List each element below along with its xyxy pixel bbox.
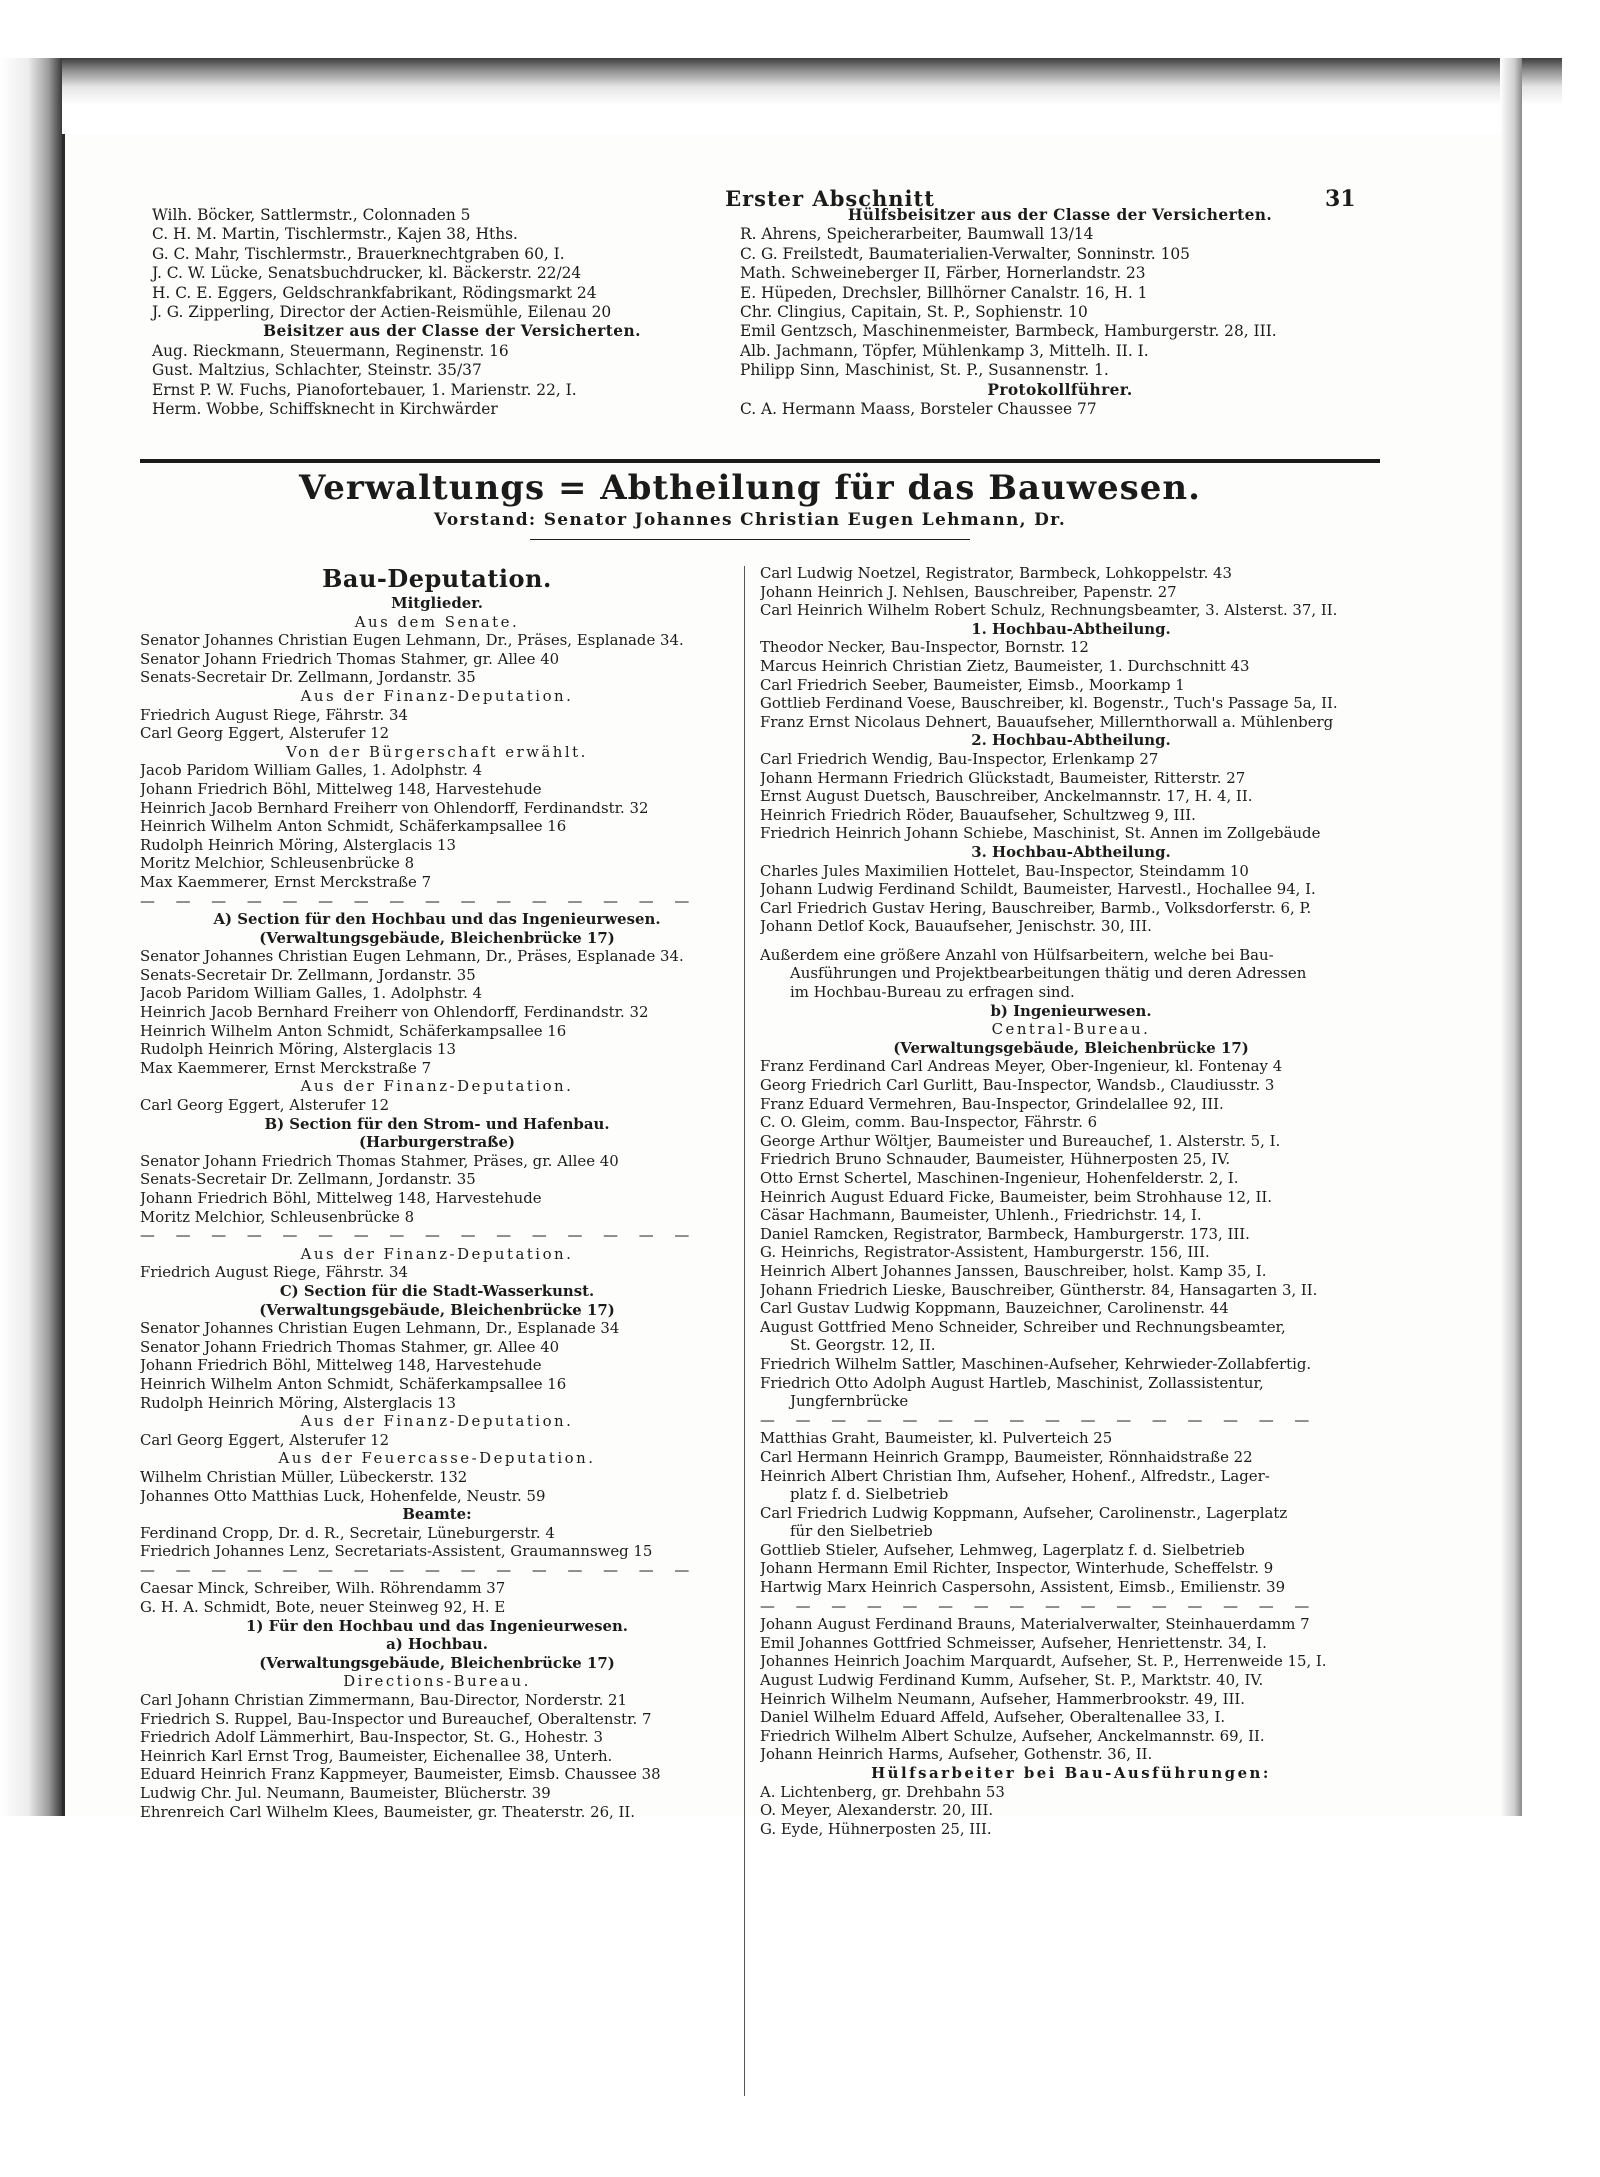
entry-line: Heinrich Jacob Bernhard Freiherr von Ohlendorff, Ferdinandstr. 32 — [140, 798, 649, 817]
entry-line: Otto Ernst Schertel, Maschinen-Ingenieur, Hohenfelderstr. 2, I. — [760, 1169, 1239, 1187]
column-divider — [744, 566, 745, 2096]
entry-line: Friedrich S. Ruppel, Bau-Inspector und Bureauchef, Oberaltenstr. 7 — [140, 1709, 652, 1728]
entry-heading: Hülfsarbeiter bei Bau-Ausführungen: — [871, 1764, 1271, 1782]
entry-line: G. H. A. Schmidt, Bote, neuer Steinweg 92, H. E — [140, 1598, 506, 1617]
dash-separator: — — — — — — — — — — — — — — — — — [760, 1596, 1318, 1615]
entry-line: Johannes Otto Matthias Luck, Hohenfelde, Neustr. 59 — [140, 1486, 546, 1505]
entry-line: Johann Friedrich Böhl, Mittelweg 148, Harvestehude — [140, 1189, 542, 1207]
entry-line: Carl Georg Eggert, Alsterufer 12 — [140, 1430, 390, 1449]
entry-line: Johann Hermann Friedrich Glückstadt, Baumeister, Ritterstr. 27 — [760, 768, 1246, 787]
entry-line: Johann Heinrich Harms, Aufseher, Gothenstr. 36, II. — [760, 1745, 1153, 1764]
entry-line: Senator Johannes Christian Eugen Lehmann, Dr., Präses, Esplanade 34. — [140, 631, 684, 650]
entry-line: August Gottfried Meno Schneider, Schreiber und Rechnungsbeamter, — [760, 1317, 1286, 1336]
entry-line: Rudolph Heinrich Möring, Alsterglacis 13 — [140, 1393, 456, 1412]
entry-line: Senats-Secretair Dr. Zellmann, Jordanstr. 35 — [140, 965, 476, 984]
entry-line: Georg Friedrich Carl Gurlitt, Bau-Inspector, Wandsb., Claudiusstr. 3 — [760, 1076, 1275, 1095]
entry-heading: Mitglieder. — [391, 594, 483, 612]
entry-heading: Aus der Finanz-Deputation. — [300, 1077, 574, 1096]
entry-heading: b) Ingenieurwesen. — [990, 1001, 1152, 1020]
entry-line: Johann Friedrich Böhl, Mittelweg 148, Harvestehude — [140, 1356, 542, 1375]
entry-heading: Beisitzer aus der Classe der Versicherten. — [263, 322, 641, 341]
entry-line: Wilh. Böcker, Sattlermstr., Colonnaden 5 — [152, 206, 471, 224]
entry-line: Carl Gustav Ludwig Koppmann, Bauzeichner, Carolinenstr. 44 — [760, 1299, 1229, 1318]
entry-heading: (Verwaltungsgebäude, Bleichenbrücke 17) — [893, 1038, 1249, 1057]
entry-line: Moritz Melchior, Schleusenbrücke 8 — [140, 854, 415, 873]
entry-line: Heinrich Karl Ernst Trog, Baumeister, Eichenallee 38, Unterh. — [140, 1746, 613, 1765]
entry-line: Matthias Graht, Baumeister, kl. Pulverteich 25 — [760, 1429, 1113, 1448]
entry-line: Senats-Secretair Dr. Zellmann, Jordanstr. 35 — [140, 1170, 476, 1189]
entry-line: C. G. Freilstedt, Baumaterialien-Verwalter, Sonninstr. 105 — [740, 244, 1190, 263]
running-head: Erster Abschnitt — [725, 186, 935, 211]
entry-line: Heinrich Wilhelm Neumann, Aufseher, Hammerbrookstr. 49, III. — [760, 1689, 1246, 1708]
entry-line: Moritz Melchior, Schleusenbrücke 8 — [140, 1207, 415, 1226]
entry-line: Franz Eduard Vermehren, Bau-Inspector, Grindelallee 92, III. — [760, 1094, 1224, 1113]
entry-line: Franz Ernst Nicolaus Dehnert, Bauaufseher, Millernthorwall a. Mühlenberg — [760, 712, 1334, 731]
entry-line: Johann Heinrich J. Nehlsen, Bauschreiber, Papenstr. 27 — [760, 582, 1177, 601]
entry-line: Ernst P. W. Fuchs, Pianofortebauer, 1. Marienstr. 22, I. — [152, 380, 577, 399]
entry-line: Ausführungen und Projektbearbeitungen thätig und deren Adressen — [790, 964, 1307, 983]
entry-line: J. G. Zipperling, Director der Actien-Reismühle, Eilenau 20 — [152, 303, 612, 322]
entry-line: Friedrich Adolf Lämmerhirt, Bau-Inspector, St. G., Hohestr. 3 — [140, 1728, 603, 1747]
entry-line: Ehrenreich Carl Wilhelm Klees, Baumeister, gr. Theaterstr. 26, II. — [140, 1802, 636, 1821]
entry-heading: Von der Bürgerschaft erwählt. — [286, 742, 588, 761]
entry-line: Friedrich Wilhelm Sattler, Maschinen-Aufseher, Kehrwieder-Zollabfertig. — [760, 1354, 1312, 1373]
entry-line: Gottlieb Stieler, Aufseher, Lehmweg, Lagerplatz f. d. Sielbetrieb — [760, 1540, 1245, 1559]
entry-line: Ludwig Chr. Jul. Neumann, Baumeister, Blücherstr. 39 — [140, 1784, 551, 1802]
entry-line: G. Heinrichs, Registrator-Assistent, Hamburgerstr. 156, III. — [760, 1243, 1210, 1262]
top-left-column — [152, 206, 752, 419]
entry-line: Senator Johann Friedrich Thomas Stahmer, gr. Allee 40 — [140, 649, 560, 668]
entry-line: Daniel Wilhelm Eduard Affeld, Aufseher, Oberaltenallee 33, I. — [760, 1708, 1226, 1727]
entry-line: Friedrich August Riege, Fährstr. 34 — [140, 1263, 408, 1282]
entry-line: Außerdem eine größere Anzahl von Hülfsarbeitern, welche bei Bau- — [760, 945, 1274, 964]
entry-heading: Directions-Bureau. — [343, 1672, 531, 1691]
entry-line: Franz Ferdinand Carl Andreas Meyer, Ober-Ingenieur, kl. Fontenay 4 — [760, 1057, 1283, 1076]
entry-line: A. Lichtenberg, gr. Drehbahn 53 — [760, 1782, 1005, 1801]
entry-line: O. Meyer, Alexanderstr. 20, III. — [760, 1801, 994, 1820]
entry-line: Johann Ludwig Ferdinand Schildt, Baumeister, Harvestl., Hochallee 94, I. — [760, 880, 1316, 899]
dash-separator: — — — — — — — — — — — — — — — — — [140, 891, 698, 910]
entry-line: Ernst August Duetsch, Bauschreiber, Anckelmannstr. 17, H. 4, II. — [760, 787, 1253, 806]
separator-rule — [140, 459, 1380, 463]
entry-line: Rudolph Heinrich Möring, Alsterglacis 13 — [140, 835, 456, 854]
entry-heading: Protokollführer. — [987, 380, 1133, 399]
entry-line: Senator Johann Friedrich Thomas Stahmer, Präses, gr. Allee 40 — [140, 1151, 619, 1170]
entry-line: Heinrich August Eduard Ficke, Baumeister, beim Strohhause 12, II. — [760, 1187, 1272, 1206]
entry-line: Johann Hermann Emil Richter, Inspector, Winterhude, Scheffelstr. 9 — [760, 1559, 1274, 1578]
entry-line: Senator Johannes Christian Eugen Lehmann, Dr., Esplanade 34 — [140, 1319, 620, 1338]
entry-line: Max Kaemmerer, Ernst Merckstraße 7 — [140, 872, 432, 891]
entry-heading: A) Section für den Hochbau und das Ingenieurwesen. — [213, 910, 661, 929]
entry-heading: (Verwaltungsgebäude, Bleichenbrücke 17) — [259, 1653, 615, 1672]
entry-line: Johann Friedrich Böhl, Mittelweg 148, Harvestehude — [140, 779, 542, 798]
entry-line: Senats-Secretair Dr. Zellmann, Jordanstr. 35 — [140, 668, 476, 687]
section-subtitle: Vorstand: Senator Johannes Christian Eugen Lehmann, Dr. — [433, 510, 1067, 530]
entry-line: Friedrich Wilhelm Albert Schulze, Aufseher, Anckelmannstr. 69, II. — [760, 1726, 1265, 1745]
entry-line: Gust. Maltzius, Schlachter, Steinstr. 35/37 — [152, 361, 482, 380]
entry-line: Friedrich Otto Adolph August Hartleb, Maschinist, Zollassistentur, — [760, 1373, 1264, 1392]
entry-line: Senator Johannes Christian Eugen Lehmann, Dr., Präses, Esplanade 34. — [140, 947, 684, 966]
entry-heading: Central-Bureau. — [991, 1020, 1151, 1039]
entry-line: Friedrich Johannes Lenz, Secretariats-Assistent, Graumannsweg 15 — [140, 1542, 653, 1561]
entry-line: Johann August Ferdinand Brauns, Materialverwalter, Steinhauerdamm 7 — [760, 1615, 1310, 1634]
entry-line: Alb. Jachmann, Töpfer, Mühlenkamp 3, Mittelh. II. I. — [740, 341, 1149, 360]
right-column — [760, 564, 1382, 1838]
entry-line: Max Kaemmerer, Ernst Merckstraße 7 — [140, 1058, 432, 1077]
entry-heading: Aus dem Senate. — [354, 612, 520, 631]
entry-line: Rudolph Heinrich Möring, Alsterglacis 13 — [140, 1040, 456, 1059]
entry-line: Aug. Rieckmann, Steuermann, Reginenstr. 16 — [152, 341, 509, 360]
book-gutter-shadow — [0, 58, 62, 1816]
entry-line: Theodor Necker, Bau-Inspector, Bornstr. 12 — [760, 638, 1089, 657]
entry-line: Emil Gentzsch, Maschinenmeister, Barmbeck, Hamburgerstr. 28, III. — [740, 322, 1277, 341]
entry-heading: Aus der Feuercasse-Deputation. — [278, 1449, 596, 1468]
entry-heading: Aus der Finanz-Deputation. — [300, 686, 574, 705]
entry-line: Heinrich Wilhelm Anton Schmidt, Schäferkampsallee 16 — [140, 1374, 567, 1393]
entry-heading: (Verwaltungsgebäude, Bleichenbrücke 17) — [259, 1300, 615, 1319]
entry-line: Carl Friedrich Gustav Hering, Bauschreiber, Barmb., Volksdorferstr. 6, P. — [760, 898, 1312, 917]
entry-line: Heinrich Wilhelm Anton Schmidt, Schäferkampsallee 16 — [140, 817, 567, 836]
right-edge-shadow — [1500, 58, 1522, 1816]
entry-line: Senator Johann Friedrich Thomas Stahmer, gr. Allee 40 — [140, 1337, 560, 1356]
dash-separator: — — — — — — — — — — — — — — — — — [140, 1560, 698, 1579]
entry-heading: B) Section für den Strom- und Hafenbau. — [264, 1114, 610, 1133]
entry-line: Math. Schweineberger II, Färber, Hornerlandstr. 23 — [740, 264, 1146, 283]
top-right-column — [740, 206, 1380, 419]
entry-heading: Hülfsbeisitzer aus der Classe der Versicherten. — [847, 206, 1273, 224]
entry-line: Philipp Sinn, Maschinist, St. P., Susannenstr. 1. — [740, 361, 1109, 380]
entry-line: Carl Ludwig Noetzel, Registrator, Barmbeck, Lohkoppelstr. 43 — [760, 564, 1233, 582]
entry-heading: Beamte: — [402, 1505, 472, 1524]
entry-line: E. Hüpeden, Drechsler, Billhörner Canalstr. 16, H. 1 — [740, 283, 1148, 302]
entry-line: G. Eyde, Hühnerposten 25, III. — [760, 1819, 992, 1838]
entry-line: Johann Detlof Kock, Bauaufseher, Jenischstr. 30, III. — [760, 917, 1152, 936]
entry-line: George Arthur Wöltjer, Baumeister und Bureauchef, 1. Alsterstr. 5, I. — [760, 1131, 1281, 1150]
entry-line: C. A. Hermann Maass, Borsteler Chaussee 77 — [740, 400, 1097, 419]
entry-line: G. C. Mahr, Tischlermstr., Brauerknechtgraben 60, I. — [152, 244, 565, 263]
entry-line: R. Ahrens, Speicherarbeiter, Baumwall 13/14 — [740, 225, 1094, 244]
entry-line: Ferdinand Cropp, Dr. d. R., Secretair, Lüneburgerstr. 4 — [140, 1523, 555, 1542]
entry-line: Jacob Paridom William Galles, 1. Adolphstr. 4 — [140, 761, 483, 780]
entry-line: Friedrich Heinrich Johann Schiebe, Maschinist, St. Annen im Zollgebäude — [760, 824, 1321, 843]
entry-line: Heinrich Albert Christian Ihm, Aufseher, Hohenf., Alfredstr., Lager- — [760, 1466, 1270, 1485]
top-edge-shadow — [62, 58, 1562, 134]
entry-line: Friedrich August Riege, Fährstr. 34 — [140, 705, 408, 724]
entry-line: für den Sielbetrieb — [790, 1522, 933, 1541]
entry-line: Jacob Paridom William Galles, 1. Adolphstr. 4 — [140, 984, 483, 1003]
entry-line: Johannes Heinrich Joachim Marquardt, Aufseher, St. P., Herrenweide 15, I. — [760, 1652, 1327, 1671]
entry-line: Charles Jules Maximilien Hottelet, Bau-Inspector, Steindamm 10 — [760, 861, 1249, 880]
entry-line: Carl Friedrich Ludwig Koppmann, Aufseher, Carolinenstr., Lagerplatz — [760, 1503, 1288, 1522]
entry-line: Emil Johannes Gottfried Schmeisser, Aufseher, Henriettenstr. 34, I. — [760, 1633, 1267, 1652]
entry-heading: 2. Hochbau-Abtheilung. — [971, 731, 1171, 750]
entry-line: Carl Johann Christian Zimmermann, Bau-Director, Norderstr. 21 — [140, 1691, 627, 1710]
entry-line: Eduard Heinrich Franz Kappmeyer, Baumeister, Eimsb. Chaussee 38 — [140, 1765, 661, 1784]
entry-heading: a) Hochbau. — [386, 1635, 488, 1654]
entry-line: Heinrich Friedrich Röder, Bauaufseher, Schultzweg 9, III. — [760, 805, 1196, 824]
entry-line: Johann Friedrich Lieske, Bauschreiber, Güntherstr. 84, Hansagarten 3, II. — [760, 1280, 1318, 1299]
entry-line: Carl Friedrich Seeber, Baumeister, Eimsb., Moorkamp 1 — [760, 675, 1185, 694]
entry-heading: C) Section für die Stadt-Wasserkunst. — [279, 1281, 595, 1300]
entry-line: Cäsar Hachmann, Baumeister, Uhlenh., Friedrichstr. 14, I. — [760, 1206, 1202, 1225]
entry-line: Heinrich Jacob Bernhard Freiherr von Ohlendorff, Ferdinandstr. 32 — [140, 1003, 649, 1022]
section-title: Verwaltungs = Abtheilung für das Bauwesen. — [299, 468, 1201, 508]
dash-separator: — — — — — — — — — — — — — — — — — [760, 1410, 1318, 1429]
entry-line: Daniel Ramcken, Registrator, Barmbeck, Hamburgerstr. 173, III. — [760, 1224, 1250, 1243]
entry-heading: Aus der Finanz-Deputation. — [300, 1244, 574, 1263]
entry-line: Carl Georg Eggert, Alsterufer 12 — [140, 1096, 390, 1115]
entry-line: H. C. E. Eggers, Geldschrankfabrikant, Rödingsmarkt 24 — [152, 283, 597, 302]
entry-line: Carl Hermann Heinrich Grampp, Baumeister, Rönnhaidstraße 22 — [760, 1447, 1253, 1466]
entry-line: Marcus Heinrich Christian Zietz, Baumeister, 1. Durchschnitt 43 — [760, 656, 1250, 675]
entry-line: Jungfernbrücke — [790, 1392, 909, 1411]
entry-line: C. H. M. Martin, Tischlermstr., Kajen 38, Hths. — [152, 225, 518, 244]
entry-line: Carl Friedrich Wendig, Bau-Inspector, Erlenkamp 27 — [760, 749, 1159, 768]
entry-heading: Aus der Finanz-Deputation. — [300, 1412, 574, 1431]
entry-line: im Hochbau-Bureau zu erfragen sind. — [790, 983, 1075, 1002]
entry-line: August Ludwig Ferdinand Kumm, Aufseher, St. P., Marktstr. 40, IV. — [760, 1671, 1264, 1690]
entry-heading: Bau-Deputation. — [322, 564, 552, 593]
entry-line: Carl Georg Eggert, Alsterufer 12 — [140, 724, 390, 743]
entry-line: Hartwig Marx Heinrich Caspersohn, Assistent, Eimsb., Emilienstr. 39 — [760, 1578, 1286, 1597]
entry-line: Friedrich Bruno Schnauder, Baumeister, Hühnerposten 25, IV. — [760, 1150, 1231, 1169]
entry-line: Herm. Wobbe, Schiffsknecht in Kirchwärder — [152, 400, 498, 419]
entry-line: St. Georgstr. 12, II. — [790, 1336, 936, 1355]
entry-line: Chr. Clingius, Capitain, St. P., Sophienstr. 10 — [740, 303, 1088, 322]
left-column — [140, 564, 734, 1821]
entry-line: Carl Heinrich Wilhelm Robert Schulz, Rechnungsbeamter, 3. Alsterst. 37, II. — [760, 601, 1338, 620]
entry-line — [760, 936, 1382, 946]
entry-heading: (Verwaltungsgebäude, Bleichenbrücke 17) — [259, 928, 615, 947]
entry-heading: 1. Hochbau-Abtheilung. — [971, 619, 1171, 638]
entry-line: J. C. W. Lücke, Senatsbuchdrucker, kl. Bäckerstr. 22/24 — [152, 264, 582, 283]
entry-line: C. O. Gleim, comm. Bau-Inspector, Fährstr. 6 — [760, 1113, 1098, 1132]
entry-line: Heinrich Albert Johannes Janssen, Bauschreiber, holst. Kamp 35, I. — [760, 1261, 1267, 1280]
subtitle-rule — [530, 539, 970, 540]
entry-heading: 3. Hochbau-Abtheilung. — [971, 842, 1171, 861]
dash-separator: — — — — — — — — — — — — — — — — — [140, 1226, 698, 1245]
page-number: 31 — [1325, 186, 1356, 212]
entry-line: platz f. d. Sielbetrieb — [790, 1485, 949, 1504]
entry-line: Wilhelm Christian Müller, Lübeckerstr. 132 — [140, 1467, 468, 1486]
entry-heading: (Harburgerstraße) — [358, 1133, 515, 1152]
entry-line: Caesar Minck, Schreiber, Wilh. Röhrendamm 37 — [140, 1579, 506, 1598]
entry-line: Heinrich Wilhelm Anton Schmidt, Schäferkampsallee 16 — [140, 1021, 567, 1040]
entry-heading: 1) Für den Hochbau und das Ingenieurwesen. — [246, 1616, 628, 1635]
entry-line: Gottlieb Ferdinand Voese, Bauschreiber, kl. Bogenstr., Tuch's Passage 5a, II. — [760, 694, 1338, 713]
